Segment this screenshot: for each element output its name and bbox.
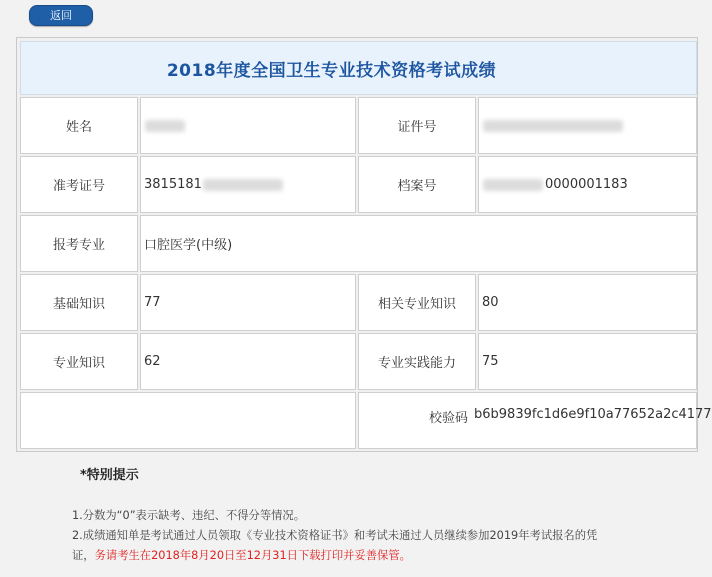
exam-no-label: 准考证号 xyxy=(52,179,105,194)
exam-no-label-cell xyxy=(20,156,138,213)
page-title: 2018年度全国卫生专业技术资格考试成绩 xyxy=(166,60,497,81)
archive-value-cell xyxy=(478,156,697,213)
title-cell xyxy=(20,41,697,95)
checksum-value: b6b9839fc1d6e9f10a77652a2c4177 xyxy=(474,407,712,422)
practice-label-cell xyxy=(358,333,476,390)
prof-score: 62 xyxy=(144,354,161,369)
major-label: 报考专业 xyxy=(52,238,105,253)
related-score: 80 xyxy=(482,295,499,310)
notice-line-2: 2.成绩通知单是考试通过人员领取《专业技术资格证书》和考试未通过人员继续参加2019年考试报名的凭 xyxy=(72,529,598,542)
notice-line-3 xyxy=(72,546,411,566)
redacted-id xyxy=(483,120,623,132)
name-value-cell xyxy=(140,97,356,154)
id-label-cell xyxy=(358,97,476,154)
empty-cell xyxy=(20,392,356,449)
name-label-cell xyxy=(20,97,138,154)
archive-value: 0000001183 xyxy=(545,177,628,192)
major-label-cell xyxy=(20,215,138,272)
major-value: 口腔医学(中级) xyxy=(144,238,233,253)
exam-no-value-cell xyxy=(140,156,356,213)
name-label: 姓名 xyxy=(65,120,92,135)
prof-score-cell xyxy=(140,333,356,390)
practice-score-cell xyxy=(478,333,697,390)
prof-label-cell xyxy=(20,333,138,390)
notice-deadline-text: 务请考生在2018年8月20日至12月31日下载打印并妥善保管。 xyxy=(94,549,411,562)
archive-label: 档案号 xyxy=(397,179,437,194)
archive-label-cell xyxy=(358,156,476,213)
related-score-cell xyxy=(478,274,697,331)
checksum-cell xyxy=(358,392,712,449)
exam-no-value: 3815181 xyxy=(144,177,202,192)
related-label: 相关专业知识 xyxy=(377,297,456,312)
basic-score-cell xyxy=(140,274,356,331)
id-value-cell xyxy=(478,97,697,154)
basic-label: 基础知识 xyxy=(52,297,105,312)
practice-label: 专业实践能力 xyxy=(377,356,456,371)
redacted-archive xyxy=(483,179,543,191)
notice-line-1: 1.分数为“0”表示缺考、违纪、不得分等情况。 xyxy=(72,509,306,522)
prof-label: 专业知识 xyxy=(52,356,105,371)
back-button[interactable]: 返回 xyxy=(29,5,93,26)
redacted-exam-no xyxy=(203,179,283,191)
notice-line-3-prefix: 证， xyxy=(72,549,95,562)
practice-score: 75 xyxy=(482,354,499,369)
notice-title: *特别提示 xyxy=(80,468,139,483)
basic-label-cell xyxy=(20,274,138,331)
id-label: 证件号 xyxy=(397,120,437,135)
redacted-name xyxy=(145,120,185,132)
related-label-cell xyxy=(358,274,476,331)
checksum-label: 校验码 xyxy=(429,411,469,426)
basic-score: 77 xyxy=(144,295,161,310)
score-table xyxy=(16,37,712,452)
major-value-cell xyxy=(140,215,697,272)
